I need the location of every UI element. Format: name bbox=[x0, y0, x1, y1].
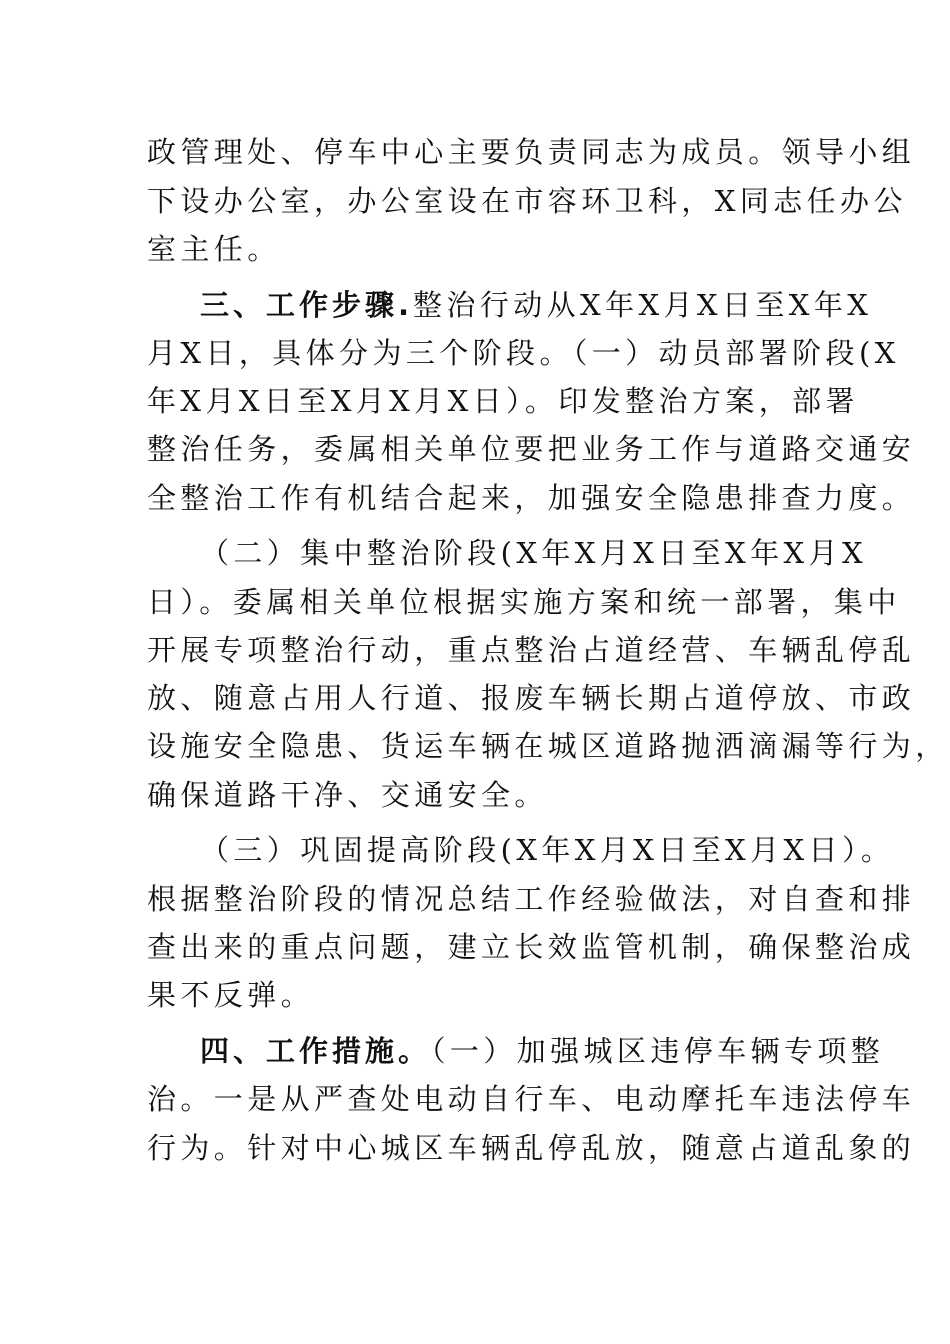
text-line bbox=[147, 229, 837, 269]
text-line bbox=[147, 181, 907, 221]
text-line bbox=[147, 630, 916, 670]
text-line bbox=[147, 726, 949, 766]
section-heading: 三、工作步骤. bbox=[200, 288, 414, 322]
text-line bbox=[200, 533, 890, 573]
line-text: 果不反弹。 bbox=[147, 978, 315, 1012]
text-line bbox=[200, 1031, 890, 1071]
line-text: 行为。针对中心城区车辆乱停乱放，随意占道乱象的 bbox=[147, 1131, 916, 1165]
text-line bbox=[147, 1079, 916, 1119]
text-line bbox=[147, 478, 916, 518]
text-line bbox=[147, 975, 837, 1015]
text-line bbox=[147, 333, 900, 373]
line-text: 放、随意占用人行道、报废车辆长期占道停放、市政 bbox=[147, 681, 916, 715]
line-text: （一）加强城区违停车辆专项整 bbox=[431, 1034, 885, 1068]
text-line bbox=[200, 285, 890, 325]
line-text: （二）集中整治阶段(X年X月X日至X年X月X bbox=[200, 536, 867, 570]
line-text: 设施安全隐患、货运车辆在城区道路抛洒滴漏等行为， bbox=[147, 729, 949, 763]
text-line bbox=[147, 1128, 916, 1168]
text-line bbox=[147, 381, 859, 421]
line-text: 整治任务，委属相关单位要把业务工作与道路交通安 bbox=[147, 432, 916, 466]
line-text: 政管理处、停车中心主要负责同志为成员。领导小组 bbox=[147, 135, 916, 169]
line-text: 下设办公室，办公室设在市容环卫科，X同志任办公 bbox=[147, 184, 907, 218]
text-line bbox=[147, 879, 916, 919]
line-text: 查出来的重点问题，建立长效监管机制，确保整治成 bbox=[147, 930, 916, 964]
line-text: 根据整治阶段的情况总结工作经验做法，对自查和排 bbox=[147, 882, 916, 916]
text-line bbox=[147, 927, 916, 967]
line-text: （三）巩固提高阶段(X年X月X日至X月X日）。 bbox=[200, 833, 895, 867]
text-line bbox=[147, 132, 916, 172]
line-text: 月X日，具体分为三个阶段。（一）动员部署阶段(X bbox=[147, 336, 900, 370]
line-text: 年X月X日至X月X月X日）。印发整治方案，部署 bbox=[147, 384, 859, 418]
line-text: 日）。委属相关单位根据实施方案和统一部署，集中 bbox=[147, 585, 901, 619]
text-line bbox=[147, 678, 916, 718]
text-line bbox=[200, 830, 895, 870]
line-text: 确保道路干净、交通安全。 bbox=[147, 778, 548, 812]
text-line bbox=[147, 429, 916, 469]
text-line bbox=[147, 582, 901, 622]
line-text: 开展专项整治行动，重点整治占道经营、车辆乱停乱 bbox=[147, 633, 916, 667]
line-text: 治。一是从严查处电动自行车、电动摩托车违法停车 bbox=[147, 1082, 916, 1116]
text-line bbox=[147, 775, 837, 815]
line-text: 室主任。 bbox=[147, 232, 281, 266]
section-heading: 四、工作措施。 bbox=[200, 1034, 432, 1068]
line-text: 全整治工作有机结合起来，加强安全隐患排查力度。 bbox=[147, 481, 916, 515]
line-text: 整治行动从X年X月X日至X年X bbox=[413, 288, 873, 322]
